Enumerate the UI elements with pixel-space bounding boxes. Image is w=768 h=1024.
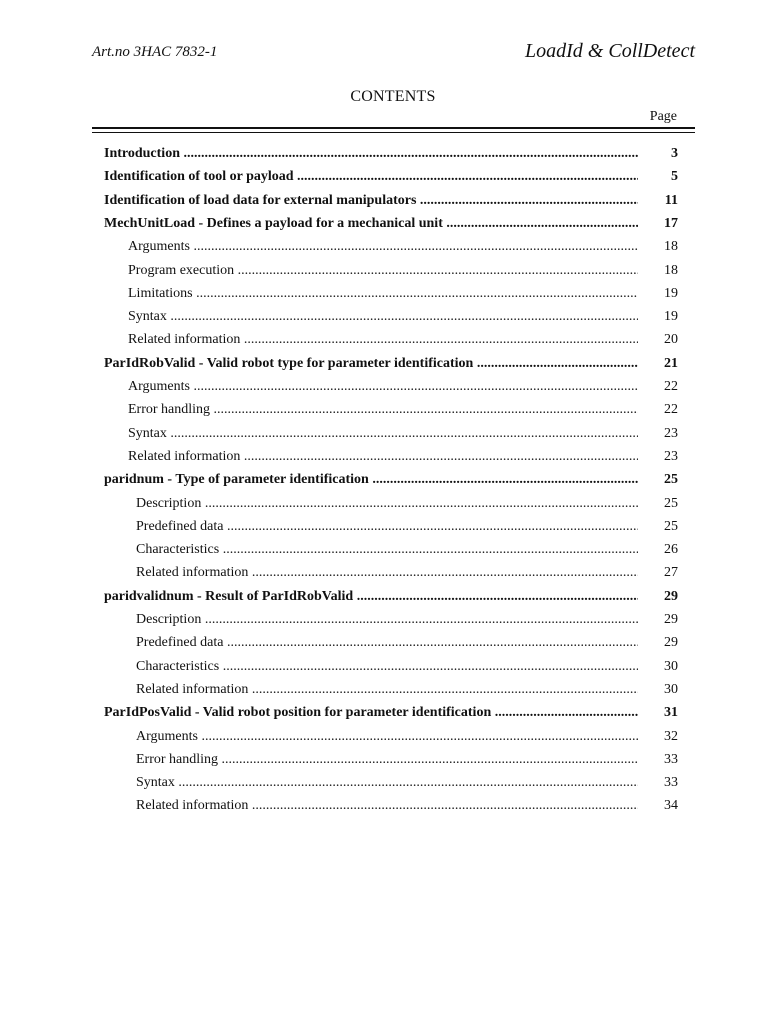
toc-entry-title: paridvalidnum - Result of ParIdRobValid ..... bbox=[104, 589, 638, 611]
toc-section-entry[interactable] bbox=[0, 612, 768, 634]
toc-section-entry[interactable] bbox=[0, 752, 768, 774]
document-title: LoadId & CollDetect bbox=[525, 40, 695, 62]
toc-entry-title: Limitations ..... bbox=[128, 286, 638, 308]
toc-section-entry[interactable] bbox=[0, 565, 768, 587]
toc-entry-title: Arguments ..... bbox=[128, 379, 638, 401]
toc-page-number: 3 bbox=[671, 146, 678, 161]
toc-page-number: 18 bbox=[664, 262, 678, 278]
toc-page-number: 25 bbox=[664, 518, 678, 534]
toc-page-number: 18 bbox=[664, 239, 678, 255]
toc-page-number: 29 bbox=[664, 635, 678, 651]
toc-entry-title: Characteristics ..... bbox=[136, 542, 638, 564]
toc-entry-title: Related information ..... bbox=[136, 682, 638, 704]
toc-page-number: 19 bbox=[664, 309, 678, 325]
toc-entry-title: Syntax ..... bbox=[136, 775, 638, 797]
toc-section-entry[interactable] bbox=[0, 309, 768, 331]
toc-section-entry[interactable] bbox=[0, 775, 768, 797]
toc-section-entry[interactable] bbox=[0, 426, 768, 448]
toc-page-number: 33 bbox=[664, 775, 678, 791]
toc-section-entry[interactable] bbox=[0, 379, 768, 401]
toc-chapter-entry[interactable] bbox=[0, 589, 768, 611]
toc-entry-title: Characteristics ..... bbox=[136, 659, 638, 681]
toc-entry-title: Identification of tool or payload ..... bbox=[104, 169, 638, 191]
toc-entry-title: Syntax ..... bbox=[128, 309, 638, 331]
toc-entry-title: ParIdPosValid - Valid robot position for parameter identification ..... bbox=[104, 705, 638, 727]
toc-entry-title: Error handling ..... bbox=[128, 402, 638, 424]
toc-section-entry[interactable] bbox=[0, 729, 768, 751]
toc-page-number: 21 bbox=[664, 355, 678, 371]
toc-entry-title: Description ..... bbox=[136, 496, 638, 518]
toc-entry-title: paridnum - Type of parameter identification ..... bbox=[104, 472, 638, 494]
toc-entry-title: MechUnitLoad - Defines a payload for a mechanical unit ..... bbox=[104, 216, 638, 238]
toc-page-number: 34 bbox=[664, 798, 678, 814]
toc-section-entry[interactable] bbox=[0, 682, 768, 704]
toc-entry-title: Related information ..... bbox=[128, 332, 638, 354]
toc-chapter-entry[interactable] bbox=[0, 193, 768, 215]
toc-page-number: 25 bbox=[664, 495, 678, 511]
toc-page-number: 32 bbox=[664, 728, 678, 744]
toc-chapter-entry[interactable] bbox=[0, 472, 768, 494]
toc-entry-title: Syntax ..... bbox=[128, 426, 638, 448]
toc-entry-title: Related information ..... bbox=[128, 449, 638, 471]
toc-entry-title: Program execution ..... bbox=[128, 263, 638, 285]
toc-section-entry[interactable] bbox=[0, 798, 768, 820]
toc-page-number: 33 bbox=[664, 751, 678, 767]
toc-section-entry[interactable] bbox=[0, 239, 768, 261]
toc-entry-title: Related information ..... bbox=[136, 798, 638, 820]
toc-entry-title: Introduction ..... bbox=[104, 146, 638, 168]
toc-section-entry[interactable] bbox=[0, 449, 768, 471]
document-number: Art.no 3HAC 7832-1 bbox=[92, 44, 218, 60]
toc-page-number: 23 bbox=[664, 448, 678, 464]
toc-section-entry[interactable] bbox=[0, 263, 768, 285]
toc-entry-title: Predefined data ..... bbox=[136, 519, 638, 541]
toc-page-number: 17 bbox=[664, 215, 678, 231]
toc-section-entry[interactable] bbox=[0, 332, 768, 354]
header-rule-thick bbox=[92, 127, 695, 129]
toc-page-number: 31 bbox=[664, 705, 678, 721]
toc-page-number: 19 bbox=[664, 285, 678, 301]
toc-chapter-entry[interactable] bbox=[0, 169, 768, 191]
header-rule-thin bbox=[92, 132, 695, 133]
toc-entry-title: Arguments ..... bbox=[128, 239, 638, 261]
toc-page-number: 30 bbox=[664, 658, 678, 674]
toc-page-number: 29 bbox=[664, 588, 678, 604]
toc-page-number: 11 bbox=[664, 192, 678, 208]
toc-page-number: 22 bbox=[664, 402, 678, 418]
toc-page-number: 30 bbox=[664, 681, 678, 697]
toc-section-entry[interactable] bbox=[0, 496, 768, 518]
toc-section-entry[interactable] bbox=[0, 542, 768, 564]
toc-page-number: 27 bbox=[664, 565, 678, 581]
toc-section-entry[interactable] bbox=[0, 519, 768, 541]
toc-entry-title: Arguments ..... bbox=[136, 729, 638, 751]
toc-entry-title: Related information ..... bbox=[136, 565, 638, 587]
toc-section-entry[interactable] bbox=[0, 286, 768, 308]
toc-page-number: 20 bbox=[664, 332, 678, 348]
toc-section-entry[interactable] bbox=[0, 635, 768, 657]
toc-chapter-entry[interactable] bbox=[0, 705, 768, 727]
toc-page-number: 25 bbox=[664, 472, 678, 488]
toc-section-entry[interactable] bbox=[0, 402, 768, 424]
page-column-label: Page bbox=[649, 109, 677, 124]
toc-chapter-entry[interactable] bbox=[0, 356, 768, 378]
toc-entry-title: Identification of load data for external manipulators ..... bbox=[104, 193, 638, 215]
toc-entry-title: Predefined data ..... bbox=[136, 635, 638, 657]
toc-chapter-entry[interactable] bbox=[0, 216, 768, 238]
toc-entry-title: ParIdRobValid - Valid robot type for parameter identification ..... bbox=[104, 356, 638, 378]
toc-page-number: 23 bbox=[664, 425, 678, 441]
toc-section-entry[interactable] bbox=[0, 659, 768, 681]
contents-title: CONTENTS bbox=[350, 88, 436, 105]
toc-page-number: 22 bbox=[664, 379, 678, 394]
toc-page-number: 26 bbox=[664, 542, 678, 558]
toc-entry-title: Description ..... bbox=[136, 612, 638, 634]
toc-page-number: 5 bbox=[671, 169, 678, 185]
toc-page-number: 29 bbox=[664, 612, 678, 627]
toc-entry-title: Error handling ..... bbox=[136, 752, 638, 774]
toc-chapter-entry[interactable] bbox=[0, 146, 768, 168]
